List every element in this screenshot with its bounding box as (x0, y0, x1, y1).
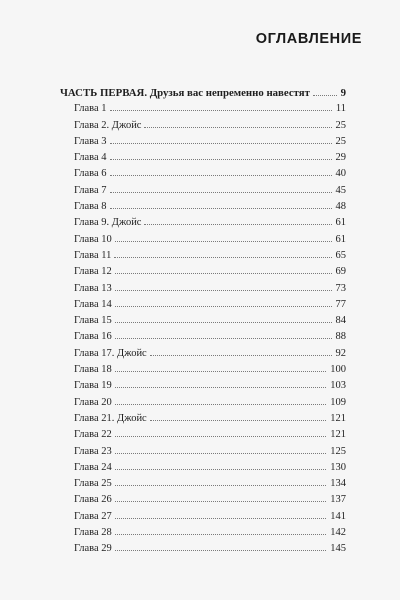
toc-entry-title: Глава 26 (74, 494, 112, 506)
toc-entry-page-number: 77 (335, 298, 346, 310)
toc-entry-title: Глава 15 (74, 315, 112, 327)
toc-dot-leader (115, 387, 326, 388)
toc-chapter-entry (60, 118, 346, 134)
toc-dot-leader (150, 420, 327, 421)
toc-entry-page-number: 40 (335, 168, 346, 180)
toc-chapter-entry (60, 362, 346, 378)
toc-dot-leader (115, 338, 332, 339)
toc-chapter-entry (60, 525, 346, 541)
toc-dot-leader (110, 208, 332, 209)
toc-dot-leader (115, 290, 332, 291)
toc-entry-page-number: 121 (330, 429, 346, 441)
toc-entry-page-number: 84 (335, 315, 346, 327)
toc-dot-leader (115, 404, 326, 405)
toc-dot-leader (115, 371, 326, 372)
toc-chapter-entry (60, 281, 346, 297)
toc-entry-page-number: 29 (335, 152, 346, 164)
toc-dot-leader (144, 127, 331, 128)
toc-entry-page-number: 73 (335, 282, 346, 294)
toc-entry-title: Глава 28 (74, 527, 112, 539)
toc-dot-leader (313, 95, 337, 96)
toc-part-entry (60, 85, 346, 101)
toc-entry-page-number: 88 (335, 331, 346, 343)
toc-entry-page-number: 141 (330, 510, 346, 522)
toc-entry-title: Глава 12 (74, 266, 112, 278)
toc-chapter-entry (60, 329, 346, 345)
toc-dot-leader (115, 469, 326, 470)
toc-entry-title: Глава 2. Джойс (74, 119, 142, 131)
toc-dot-leader (110, 110, 332, 111)
toc-dot-leader (110, 192, 332, 193)
toc-entry-page-number: 142 (330, 527, 346, 539)
toc-entry-page-number: 125 (330, 445, 346, 457)
toc-entry-title: Глава 7 (74, 184, 107, 196)
toc-chapter-entry (60, 460, 346, 476)
toc-entry-page-number: 45 (335, 184, 346, 196)
toc-entry-page-number: 121 (330, 412, 346, 424)
toc-chapter-entry (60, 444, 346, 460)
toc-chapter-entry (60, 166, 346, 182)
toc-entry-page-number: 134 (330, 478, 346, 490)
toc-chapter-entry (60, 492, 346, 508)
toc-dot-leader (115, 518, 326, 519)
toc-list (60, 85, 346, 558)
toc-entry-page-number: 25 (335, 119, 346, 131)
toc-entry-page-number: 25 (335, 135, 346, 147)
toc-chapter-entry (60, 427, 346, 443)
toc-entry-page-number: 11 (335, 103, 346, 115)
toc-entry-title: Глава 10 (74, 233, 112, 245)
toc-chapter-entry (60, 378, 346, 394)
toc-entry-page-number: 9 (340, 87, 346, 99)
toc-entry-title: Глава 25 (74, 478, 112, 490)
toc-chapter-entry (60, 346, 346, 362)
toc-entry-page-number: 145 (330, 543, 346, 555)
toc-heading: ОГЛАВЛЕНИЕ (255, 31, 362, 47)
toc-entry-title: Глава 8 (74, 201, 107, 213)
toc-dot-leader (144, 224, 331, 225)
toc-chapter-entry (60, 215, 346, 231)
toc-dot-leader (115, 453, 326, 454)
toc-chapter-entry (60, 313, 346, 329)
toc-entry-title: Глава 1 (74, 103, 107, 115)
toc-dot-leader (110, 175, 332, 176)
toc-chapter-entry (60, 134, 346, 150)
toc-dot-leader (115, 534, 326, 535)
toc-dot-leader (115, 550, 326, 551)
toc-entry-title: Глава 23 (74, 445, 112, 457)
toc-chapter-entry (60, 509, 346, 525)
toc-entry-title: Глава 16 (74, 331, 112, 343)
toc-entry-title: Глава 22 (74, 429, 112, 441)
toc-entry-title: Глава 6 (74, 168, 107, 180)
toc-entry-page-number: 48 (335, 201, 346, 213)
toc-dot-leader (115, 306, 332, 307)
toc-dot-leader (115, 501, 326, 502)
toc-dot-leader (115, 273, 332, 274)
toc-dot-leader (150, 355, 332, 356)
toc-chapter-entry (60, 411, 346, 427)
toc-entry-title: Глава 20 (74, 396, 112, 408)
toc-chapter-entry (60, 297, 346, 313)
toc-entry-title: Глава 24 (74, 461, 112, 473)
toc-dot-leader (115, 485, 326, 486)
toc-dot-leader (115, 241, 332, 242)
toc-entry-title: Глава 13 (74, 282, 112, 294)
toc-entry-page-number: 92 (335, 347, 346, 359)
toc-chapter-entry (60, 264, 346, 280)
toc-dot-leader (110, 159, 332, 160)
toc-entry-title: Глава 18 (74, 364, 112, 376)
toc-chapter-entry (60, 232, 346, 248)
toc-chapter-entry (60, 541, 346, 557)
toc-chapter-entry (60, 183, 346, 199)
toc-dot-leader (115, 436, 326, 437)
toc-chapter-entry (60, 476, 346, 492)
toc-entry-title: Глава 27 (74, 510, 112, 522)
toc-dot-leader (110, 143, 332, 144)
toc-chapter-entry (60, 395, 346, 411)
toc-entry-title: Глава 29 (74, 543, 112, 555)
toc-chapter-entry (60, 101, 346, 117)
toc-entry-page-number: 103 (330, 380, 346, 392)
toc-entry-page-number: 130 (330, 461, 346, 473)
toc-entry-page-number: 65 (335, 249, 346, 261)
toc-entry-page-number: 100 (330, 364, 346, 376)
toc-entry-title: ЧАСТЬ ПЕРВАЯ. Друзья вас непременно навестят (60, 87, 310, 99)
toc-entry-title: Глава 21. Джойс (74, 412, 147, 424)
toc-chapter-entry (60, 150, 346, 166)
toc-entry-title: Глава 9. Джойс (74, 217, 142, 229)
toc-chapter-entry (60, 248, 346, 264)
toc-entry-title: Глава 11 (74, 249, 112, 261)
toc-dot-leader (114, 257, 331, 258)
toc-entry-page-number: 61 (335, 233, 346, 245)
toc-entry-title: Глава 17. Джойс (74, 347, 147, 359)
toc-entry-page-number: 61 (335, 217, 346, 229)
toc-entry-page-number: 69 (335, 266, 346, 278)
toc-dot-leader (115, 322, 332, 323)
toc-entry-title: Глава 14 (74, 298, 112, 310)
toc-entry-title: Глава 19 (74, 380, 112, 392)
toc-entry-title: Глава 3 (74, 135, 107, 147)
toc-entry-page-number: 137 (330, 494, 346, 506)
toc-entry-title: Глава 4 (74, 152, 107, 164)
toc-entry-page-number: 109 (330, 396, 346, 408)
toc-chapter-entry (60, 199, 346, 215)
